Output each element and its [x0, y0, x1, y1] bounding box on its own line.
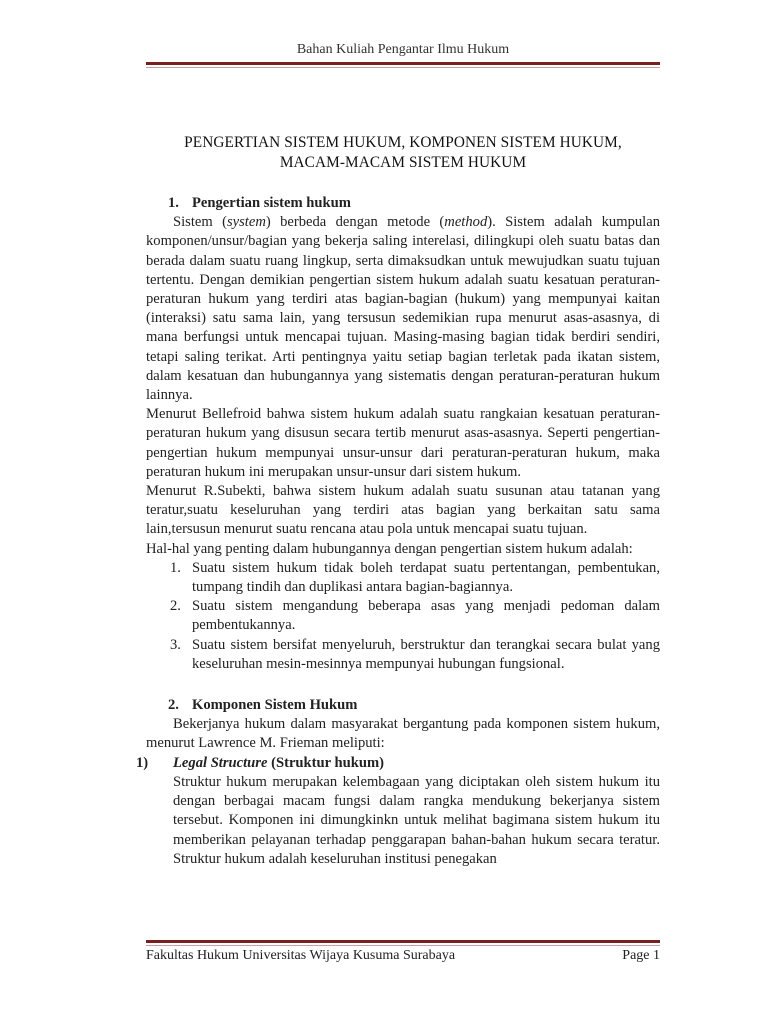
page-number: Page 1	[622, 948, 660, 963]
para1-text-e: ). Sistem adalah kumpulan komponen/unsur/bagian yang bekerja saling interelasi, dilingkupi oleh suatu batas dan berada dalam suatu ruang lingkup, serta dimaksudkan untuk mewujudkan suatu tujuan tertentu. Dengan demikian pengertian sistem hukum adalah suatu kesatuan peraturan-peraturan hukum yang terdiri atas bagian-bagian (hukum) yang mempunyai kaitan (interaksi) satu sama lain, yang tersusun sedemikian rupa menurut asas-asasnya, di mana berfungsi untuk mencapai tujuan. Masing-masing bagian tidak berdiri sendiri, tetapi saling terikat. Arti pentingnya yaitu setiap bagian terletak pada ikatan sistem, dalam kesatuan dan hubungannya yang sistematis dengan peraturan-peraturan hukum lainnya.	[146, 214, 660, 404]
list-item-number: 1.	[170, 559, 181, 576]
criteria-list	[146, 559, 660, 674]
section-1-paragraph-2: Menurut Bellefroid bahwa sistem hukum adalah suatu rangkaian kesatuan peraturan-peraturan hukum yang disusun secara tertib menurut asas-asasnya. Seperti pengertian-pengertian hukum mempunyai unsur-unsur dari peraturan-peraturan hukum, maka peraturan hukum ini merupakan unsur-unsur dari sistem hukum.	[146, 406, 660, 480]
list-item-text: Suatu sistem hukum tidak boleh terdapat suatu pertentangan, pembentukan, tumpang tindih dan duplikasi antara bagian-bagiannya.	[192, 559, 660, 596]
section-1-heading	[146, 194, 660, 213]
section-1-paragraph-4: Hal-hal yang penting dalam hubungannya dengan pengertian sistem hukum adalah:	[146, 540, 633, 557]
list-item	[146, 559, 660, 597]
title-line-2: MACAM-MACAM SISTEM HUKUM	[279, 154, 527, 171]
section-1-paragraph-3: Menurut R.Subekti, bahwa sistem hukum adalah suatu susunan atau tatanan yang teratur,suatu keseluruhan yang terdiri atas bagian yang berkaitan satu sama lain,tersusun menurut suatu rencana atau pola untuk mencapai suatu tujuan.	[146, 483, 660, 538]
list-item-text: Suatu sistem mengandung beberapa asas yang menjadi pedoman dalam pembentukannya.	[192, 598, 660, 634]
header-rule	[146, 62, 660, 68]
subsection-term: Legal Structure	[173, 754, 268, 771]
subsection-number: 1)	[136, 754, 149, 771]
section-2-paragraph-1: Bekerjanya hukum dalam masyarakat bergantung pada komponen sistem hukum, menurut Lawrence M. Frieman meliputi:	[146, 716, 660, 752]
list-item	[146, 597, 660, 635]
section-1-title: Pengertian sistem hukum	[192, 195, 351, 211]
subsection-legal-structure-heading	[136, 754, 660, 773]
running-header: Bahan Kuliah Pengantar Ilmu Hukum	[296, 42, 510, 57]
subsection-legal-structure-text: Struktur hukum merupakan kelembagaan yang diciptakan oleh sistem hukum itu dengan berbagai macam fungsi dalam rangka mendukung bekerjanya sistem tersebut. Komponen ini dimungkinkn untuk melihat bagimana sistem hukum itu memberikan pelayanan terhadap penggarapan bahan-bahan hukum secara teratur. Struktur hukum adalah keseluruhan institusi penegakan	[173, 773, 660, 867]
list-item-number: 2.	[170, 598, 181, 615]
list-item	[146, 636, 660, 674]
para1-text-a: Sistem (	[173, 214, 227, 231]
section-2-number: 2.	[168, 697, 179, 714]
para1-term-method: method	[444, 214, 488, 231]
section-1-paragraph-1	[146, 213, 660, 405]
footer-institution: Fakultas Hukum Universitas Wijaya Kusuma Surabaya	[146, 948, 456, 963]
section-1-number: 1.	[168, 195, 179, 211]
list-item-number: 3.	[170, 636, 181, 653]
footer-rule	[146, 940, 660, 946]
page-footer	[146, 948, 660, 964]
para1-text-c: ) berbeda dengan metode (	[265, 214, 445, 231]
page-content	[136, 133, 660, 869]
subsection-gloss: (Struktur hukum)	[267, 754, 384, 771]
section-2-heading	[146, 696, 660, 715]
para1-term-system: system	[226, 214, 266, 231]
list-item-text: Suatu sistem bersifat menyeluruh, berstruktur dan terangkai secara bulat yang keseluruhan mesin-mesinnya mempunyai hubungan fungsional.	[192, 636, 660, 672]
title-line-1: PENGERTIAN SISTEM HUKUM, KOMPONEN SISTEM HUKUM,	[184, 134, 622, 151]
section-2-title: Komponen Sistem Hukum	[192, 697, 358, 714]
document-title	[146, 133, 660, 173]
